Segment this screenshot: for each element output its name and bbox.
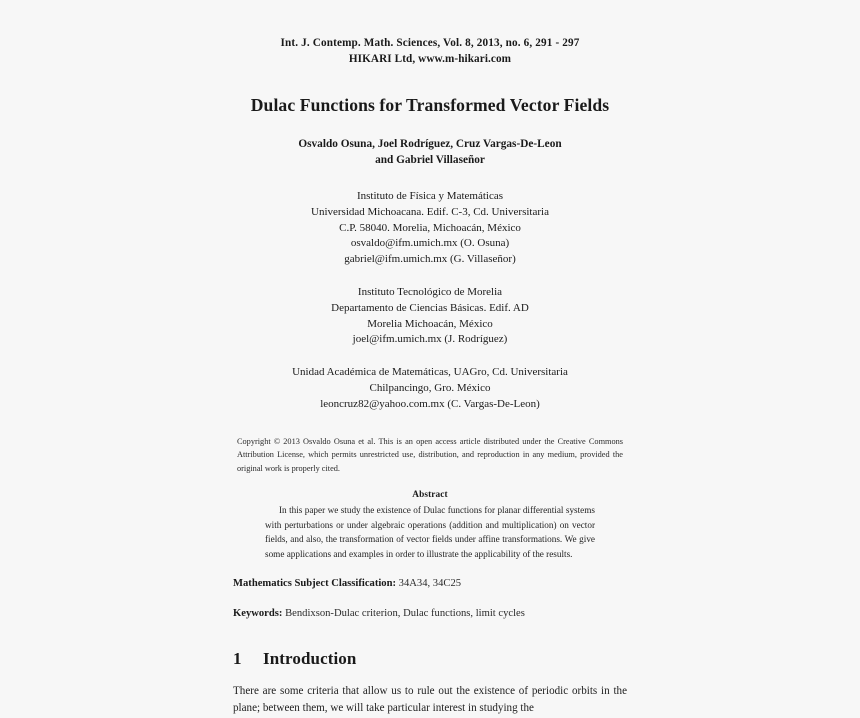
affiliation-email: joel@ifm.umich.mx (J. Rodríguez) <box>352 333 508 346</box>
msc-line <box>233 577 627 592</box>
affiliation-block-2 <box>233 285 627 348</box>
affiliation-block-3 <box>233 365 627 412</box>
abstract-heading: Abstract <box>412 490 448 501</box>
copyright-notice: Copyright © 2013 Osvaldo Osuna et al. This is an open access article distributed under the Creative Commons Attribution License, which permits unrestricted use, distribution, and reproduction in any medium, provided the original work is properly cited. <box>237 436 623 473</box>
journal-publisher-line: HIKARI Ltd, www.m-hikari.com <box>348 52 512 65</box>
text-column <box>233 0 627 718</box>
keywords-value: Bendixson-Dulac criterion, Dulac functions, limit cycles <box>285 608 525 620</box>
section-heading <box>233 649 627 669</box>
keywords-line <box>233 607 627 622</box>
abstract-body: In this paper we study the existence of Dulac functions for planar differential systems with perturbations or under algebraic operations (addition and multiplication) on vector fields, and also, the transformation of vector fields under affine transformations. We give some applications and examples in order to illustrate the applicability of the results. <box>265 505 595 559</box>
section-number: 1 <box>233 648 242 668</box>
affiliation-line: Universidad Michoacana. Edif. C-3, Cd. Universitaria <box>311 205 549 218</box>
msc-value: 34A34, 34C25 <box>398 578 462 590</box>
section-title: Introduction <box>263 648 357 668</box>
affiliation-line: Chilpancingo, Gro. México <box>369 382 491 395</box>
affiliation-email: osvaldo@ifm.umich.mx (O. Osuna) <box>350 237 510 250</box>
abstract-section <box>233 490 627 561</box>
affiliation-line: Instituto de Física y Matemáticas <box>356 189 504 202</box>
affiliation-email: leoncruz82@yahoo.com.mx (C. Vargas-De-Leon) <box>320 397 540 410</box>
affiliation-line: C.P. 58040. Morelia, Michoacán, México <box>339 221 521 234</box>
msc-label: Mathematics Subject Classification: <box>233 578 397 590</box>
affiliation-line: Instituto Tecnológico de Morelia <box>357 286 503 298</box>
journal-header <box>233 36 627 68</box>
author-list <box>233 136 627 168</box>
affiliation-line: Morelia Michoacán, México <box>367 317 493 330</box>
author-line-1: Osvaldo Osuna, Joel Rodríguez, Cruz Vargas-De-Leon <box>298 137 562 150</box>
affiliation-block-1 <box>233 189 627 268</box>
affiliation-line: Unidad Académica de Matemáticas, UAGro, Cd. Universitaria <box>292 366 568 379</box>
keywords-label: Keywords: <box>233 608 283 620</box>
introduction-paragraph: There are some criteria that allow us to rule out the existence of periodic orbits in the plane; between them, we will take particular interest in studying the <box>233 684 627 715</box>
page-title: Dulac Functions for Transformed Vector Fields <box>250 94 610 115</box>
journal-citation-line: Int. J. Contemp. Math. Sciences, Vol. 8, 2013, no. 6, 291 - 297 <box>280 37 580 49</box>
affiliation-email: gabriel@ifm.umich.mx (G. Villaseñor) <box>344 253 516 266</box>
author-line-2: and Gabriel Villaseñor <box>375 153 485 166</box>
affiliation-line: Departamento de Ciencias Básicas. Edif. AD <box>331 301 529 314</box>
